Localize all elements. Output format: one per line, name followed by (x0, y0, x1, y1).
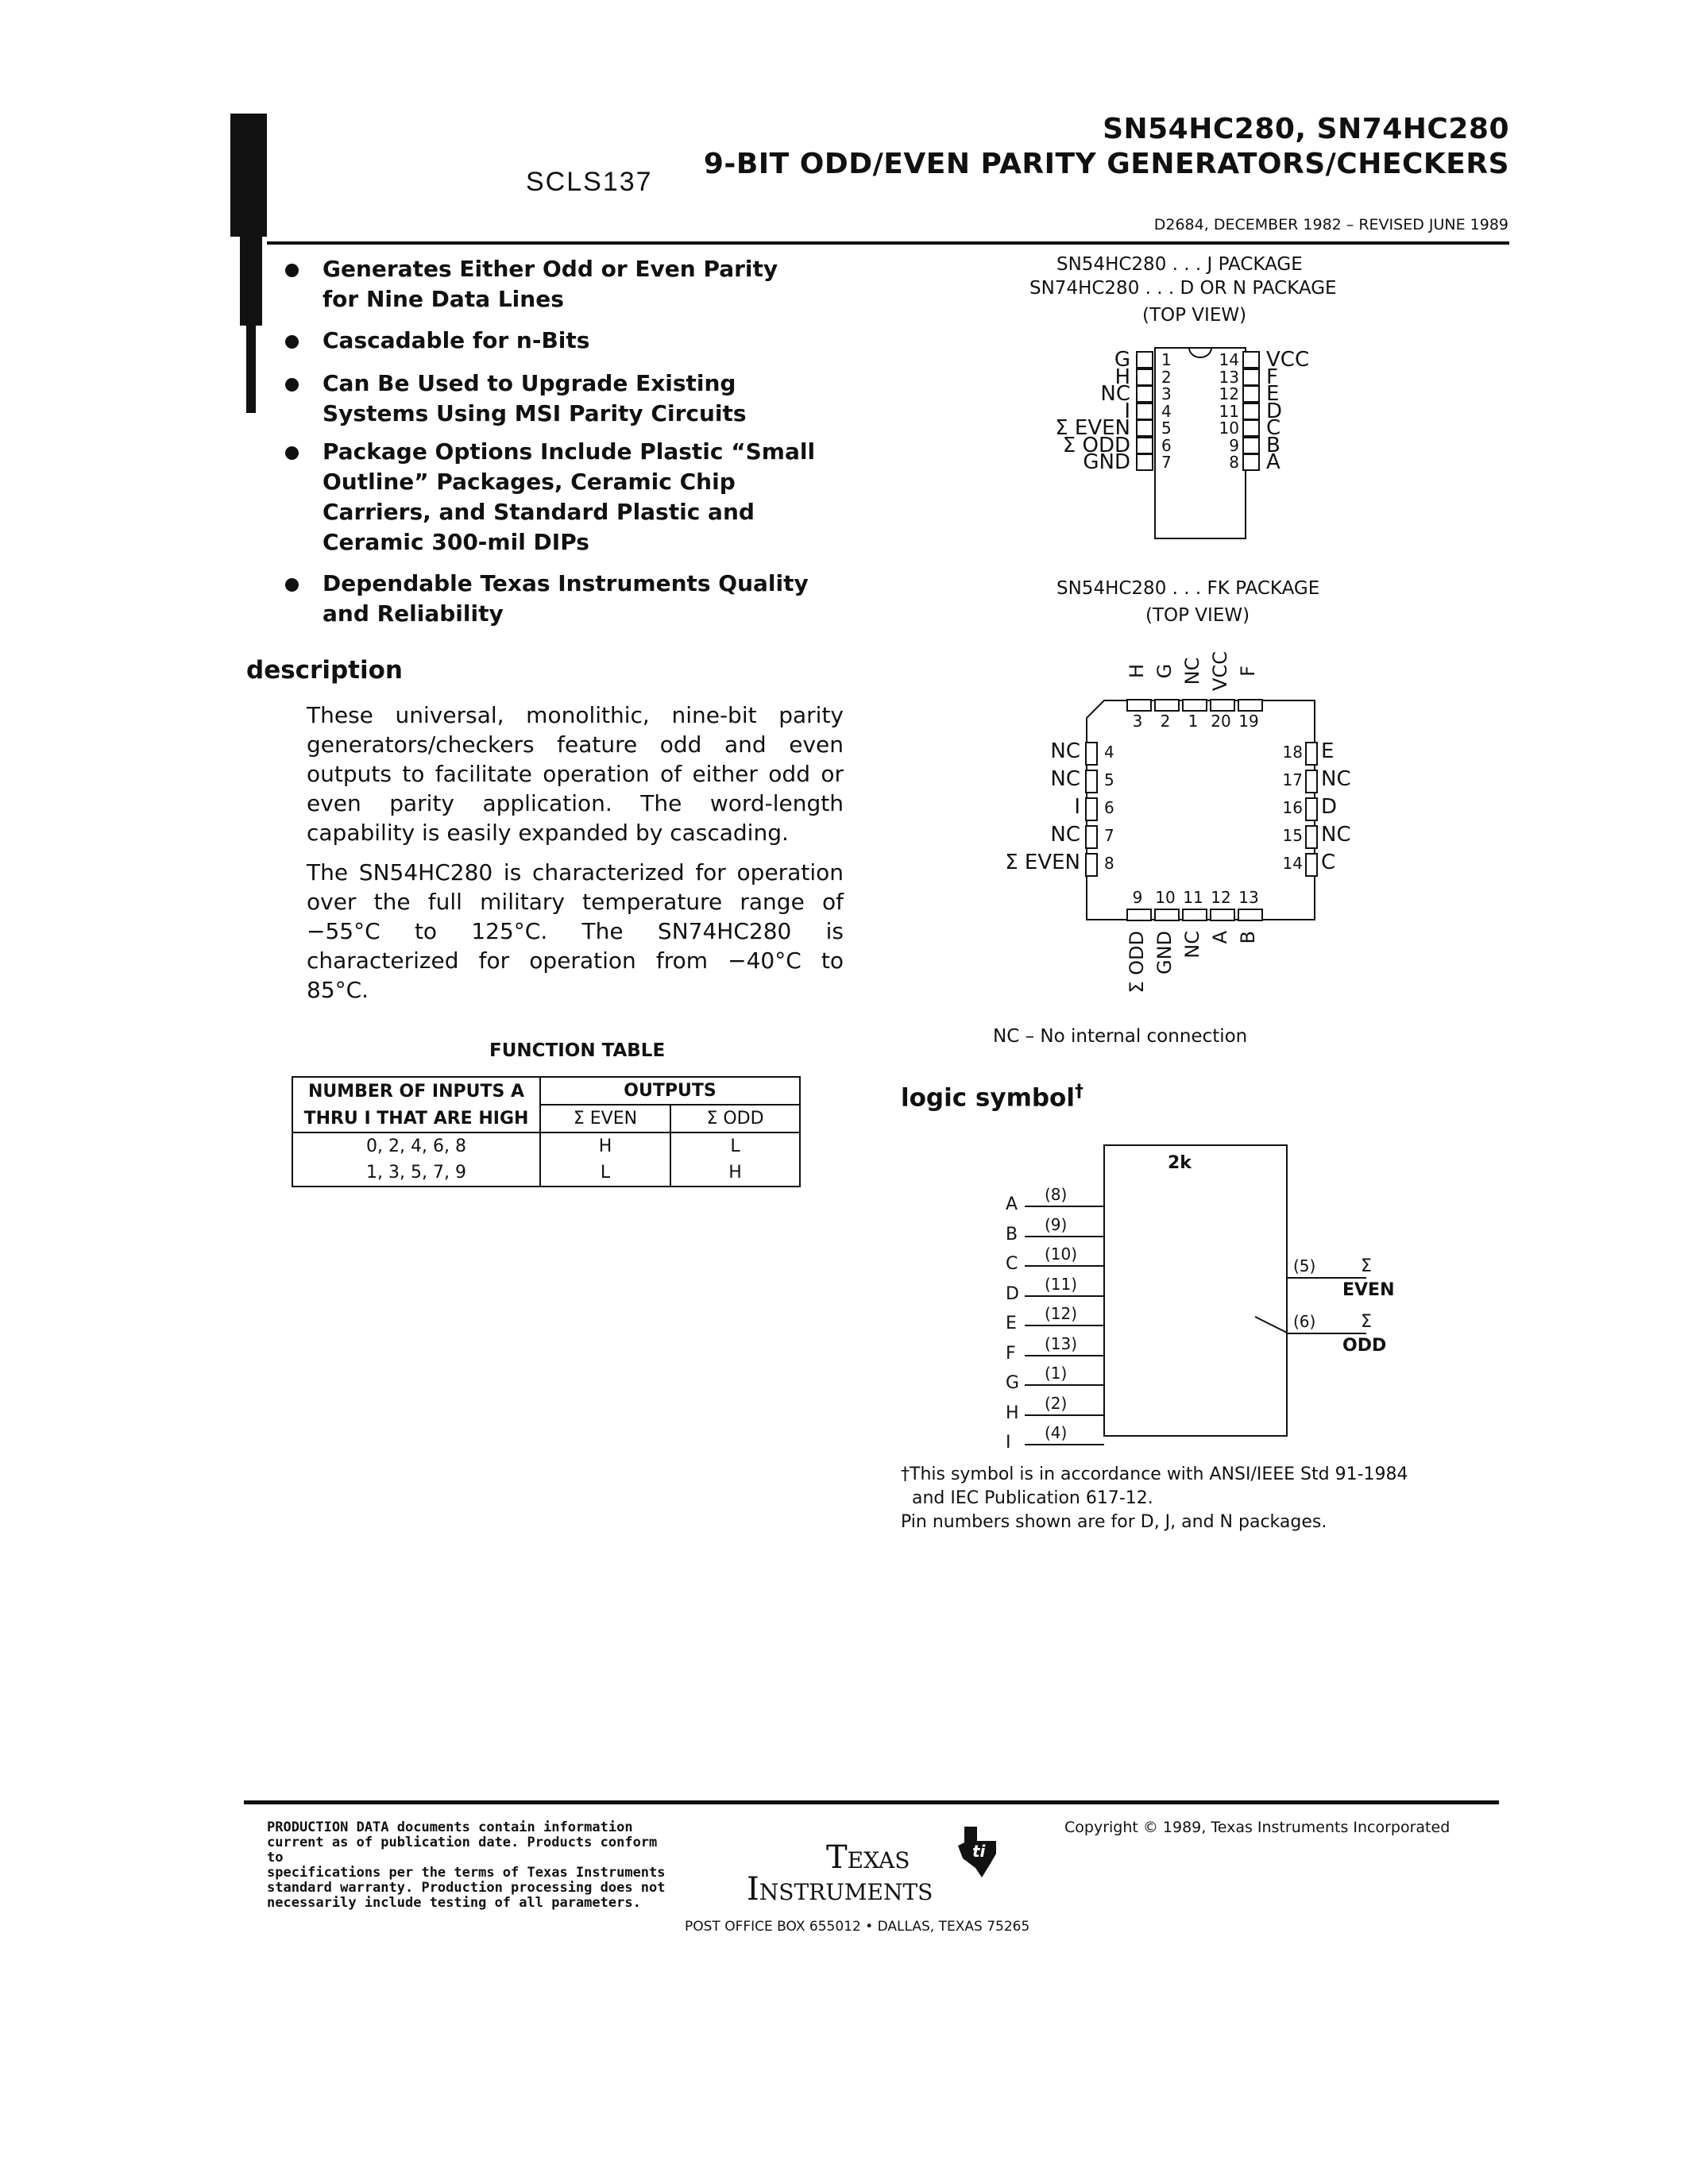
nc-note: NC – No internal connection (993, 1026, 1248, 1047)
table-row (292, 1133, 800, 1160)
ti-state-icon (955, 1823, 1002, 1879)
input-pin-number: (12) (1045, 1304, 1078, 1323)
dip-pin-name: H (1114, 365, 1130, 389)
feature-item: Generates Either Odd or Even Parity for Nine Data Lines (323, 256, 778, 312)
fk-pin-name: NC (1050, 823, 1080, 847)
dip-pin-box (1136, 437, 1153, 454)
ti-logo (747, 1823, 1017, 1919)
input-pin-number: (10) (1045, 1244, 1078, 1264)
fk-pin-name: A (1209, 931, 1231, 944)
fk-pin-number: 10 (1155, 888, 1176, 907)
fk-pin-number: 2 (1160, 712, 1171, 731)
fk-pin-box (1085, 825, 1098, 849)
fk-pin-number: 12 (1211, 888, 1231, 907)
notice-line: PRODUCTION DATA documents contain information (267, 1819, 633, 1835)
dip-pin-box (1242, 351, 1260, 369)
dip-pin-number: 6 (1161, 435, 1172, 455)
fk-pin-box (1210, 699, 1235, 712)
fk-pin-name: NC (1181, 657, 1203, 685)
dip-pin-name: D (1266, 399, 1283, 423)
fk-pin-box (1305, 825, 1318, 849)
fk-pin-number: 13 (1238, 888, 1259, 907)
fk-pin-number: 1 (1188, 712, 1199, 731)
dagger-mark: † (1074, 1082, 1083, 1102)
table-header: THRU I THAT ARE HIGH (292, 1105, 540, 1133)
notice-line: standard warranty. Production processing does not (267, 1880, 666, 1896)
fk-pin-box (1085, 853, 1098, 877)
bullet-icon (285, 264, 299, 277)
table-cell: H (540, 1133, 670, 1160)
note-line: and IEC Publication 617-12. (912, 1488, 1153, 1508)
input-line (1025, 1444, 1104, 1445)
dip-pin-name: NC (1100, 382, 1130, 406)
fk-pin-name: NC (1050, 767, 1080, 791)
output-line (1287, 1277, 1366, 1279)
function-table-title: FUNCTION TABLE (489, 1040, 666, 1061)
table-cell: L (540, 1160, 670, 1187)
fk-package-line-1: SN54HC280 . . . FK PACKAGE (1056, 578, 1320, 599)
bullet-icon (285, 446, 299, 460)
fk-pin-name: NC (1181, 931, 1203, 959)
input-pin-name: E (1006, 1314, 1017, 1333)
dip-pin-number: 14 (1219, 350, 1239, 369)
bullet-icon (285, 335, 299, 349)
dip-pin-number: 10 (1219, 419, 1239, 438)
input-pin-name: A (1006, 1194, 1018, 1214)
input-pin-name: G (1006, 1373, 1020, 1393)
table-cell: 1, 3, 5, 7, 9 (292, 1160, 540, 1187)
dip-pin-box (1136, 385, 1153, 403)
dip-pin-number: 4 (1161, 401, 1172, 421)
input-line (1025, 1206, 1104, 1207)
note-line: †This symbol is in accordance with ANSI/IEEE Std 91-1984 (901, 1464, 1408, 1484)
feature-item: Package Options Include Plastic “Small Outline” Packages, Ceramic Chip Carriers, and Standard Plastic and Ceramic 300-mil DIPs (323, 438, 816, 555)
fk-pin-name: NC (1321, 823, 1351, 847)
note-line: Pin numbers shown are for D, J, and N packages. (901, 1512, 1327, 1532)
dip-pin-box (1242, 419, 1260, 437)
output-pin-number: (5) (1293, 1256, 1316, 1275)
page-edge-mark (246, 318, 256, 413)
fk-pin-number: 16 (1282, 798, 1303, 817)
output-line (1287, 1333, 1366, 1334)
description-paragraph-1 (307, 700, 844, 847)
dip-pin-name: B (1266, 433, 1280, 457)
dip-pin-box (1242, 437, 1260, 454)
input-line (1025, 1325, 1104, 1326)
fk-pin-box (1305, 742, 1318, 766)
fk-pin-name: NC (1050, 739, 1080, 763)
table-header: Σ EVEN (540, 1105, 670, 1133)
fk-pin-box (1085, 770, 1098, 793)
fk-pin-box (1085, 797, 1098, 821)
fk-pin-number: 9 (1132, 888, 1143, 907)
dip-pin-number: 1 (1161, 350, 1172, 369)
feature-item: Dependable Texas Instruments Quality and Reliability (323, 570, 809, 627)
notice-line: current as of publication date. Products conform to (267, 1835, 658, 1866)
production-data-notice (267, 1820, 680, 1911)
footer-rule (244, 1800, 1499, 1804)
input-line (1025, 1355, 1104, 1356)
fk-pin-name: B (1237, 931, 1259, 944)
dip-pin-box (1136, 419, 1153, 437)
text-line: characterized for operation from −40°C to (307, 947, 844, 974)
dip-top-view-label: (TOP VIEW) (1142, 305, 1247, 326)
dip-pin-box (1242, 403, 1260, 420)
input-pin-number: (8) (1045, 1185, 1068, 1204)
dip-pin-name: GND (1083, 450, 1130, 474)
fk-pin-name: NC (1321, 767, 1351, 791)
fk-pin-box (1154, 699, 1180, 712)
fk-pin-number: 19 (1238, 712, 1259, 731)
logic-note (901, 1463, 1408, 1534)
fk-pin-name: F (1237, 666, 1259, 677)
dip-pin-box (1136, 369, 1153, 386)
table-cell: L (670, 1133, 800, 1160)
notice-line: specifications per the terms of Texas Instruments (267, 1865, 666, 1881)
fk-pin-number: 11 (1183, 888, 1203, 907)
bullet-icon (285, 378, 299, 392)
output-name: EVEN (1342, 1280, 1395, 1300)
fk-pin-name: E (1321, 739, 1335, 763)
description-paragraph-2 (307, 858, 844, 1005)
fk-pin-number: 3 (1132, 712, 1143, 731)
dip-pin-number: 9 (1229, 435, 1239, 455)
dip-pin-name: F (1266, 365, 1278, 389)
fk-pin-name: Σ ODD (1126, 931, 1148, 994)
fk-pin-box (1154, 909, 1180, 921)
input-pin-name: H (1006, 1403, 1019, 1423)
table-cell: H (670, 1160, 800, 1187)
dip-pin-number: 12 (1219, 384, 1239, 403)
input-line (1025, 1295, 1104, 1297)
function-table (292, 1076, 801, 1187)
fk-pin-box (1182, 909, 1207, 921)
output-pin-number: (6) (1293, 1312, 1316, 1331)
dip-pin-box (1136, 403, 1153, 420)
fk-top-view-label: (TOP VIEW) (1145, 605, 1250, 626)
fk-pin-number: 7 (1104, 826, 1114, 845)
text-line: outputs to facilitate operation of either odd or (307, 761, 844, 787)
product-title: 9-BIT ODD/EVEN PARITY GENERATORS/CHECKERS (703, 148, 1509, 180)
fk-pin-box (1126, 909, 1152, 921)
text-line: These universal, monolithic, nine-bit parity (307, 702, 844, 728)
fk-pin-box (1238, 909, 1263, 921)
fk-pin-box (1210, 909, 1235, 921)
input-pin-name: D (1006, 1283, 1019, 1304)
fk-pin-name: D (1321, 795, 1338, 819)
input-pin-number: (13) (1045, 1333, 1078, 1353)
text-line: over the full military temperature range of (307, 889, 844, 915)
dip-pin-number: 3 (1161, 384, 1172, 403)
input-line (1025, 1384, 1104, 1386)
input-line (1025, 1265, 1104, 1267)
table-header: Σ ODD (670, 1105, 800, 1133)
logo-text-instruments: Instruments (747, 1871, 933, 1908)
input-line (1025, 1236, 1104, 1237)
fk-pin-name: C (1321, 851, 1336, 874)
header-rule (267, 241, 1509, 245)
feature-item: Cascadable for n-Bits (323, 327, 590, 353)
dip-pin-name: A (1266, 450, 1280, 474)
table-header: NUMBER OF INPUTS A (292, 1077, 540, 1105)
dip-pin-name: VCC (1266, 348, 1310, 372)
output-name: ODD (1342, 1336, 1387, 1356)
text-line: The SN54HC280 is characterized for operation (307, 859, 844, 886)
dip-pin-number: 7 (1161, 453, 1172, 472)
input-pin-name: I (1006, 1433, 1011, 1453)
block-label: 2k (1168, 1153, 1192, 1173)
fk-pin-box (1305, 853, 1318, 877)
text-line: even parity application. The word-length (307, 790, 844, 816)
input-pin-number: (2) (1045, 1393, 1068, 1413)
dip-pin-number: 2 (1161, 367, 1172, 387)
fk-pin-box (1126, 699, 1152, 712)
input-pin-number: (11) (1045, 1274, 1078, 1294)
dip-pin-box (1242, 453, 1260, 471)
fk-pin-number: 8 (1104, 854, 1114, 873)
dip-pin-number: 8 (1229, 453, 1239, 472)
dip-pin-name: Σ ODD (1062, 433, 1130, 457)
logic-symbol-heading (901, 1082, 1083, 1112)
fk-pin-name: G (1153, 663, 1176, 679)
dip-pin-box (1242, 369, 1260, 386)
input-pin-name: B (1006, 1224, 1018, 1244)
dip-pin-box (1136, 453, 1153, 471)
dip-pin-number: 11 (1219, 401, 1239, 421)
dip-pin-box (1136, 351, 1153, 369)
input-pin-number: (1) (1045, 1364, 1068, 1383)
dip-pin-number: 13 (1219, 367, 1239, 387)
part-numbers: SN54HC280, SN74HC280 (1103, 113, 1509, 145)
input-line (1025, 1414, 1104, 1416)
logo-text-texas: Texas (826, 1839, 910, 1876)
svg-text:ti: ti (972, 1842, 986, 1861)
bullet-icon (285, 578, 299, 592)
fk-pin-number: 5 (1104, 770, 1114, 789)
page-edge-mark (230, 114, 267, 237)
fk-pin-name: I (1074, 795, 1080, 819)
dip-pin-name: I (1124, 399, 1130, 423)
input-pin-number: (4) (1045, 1423, 1068, 1442)
output-sigma: Σ (1361, 1256, 1372, 1276)
fk-pin-number: 15 (1282, 826, 1303, 845)
dip-pin-box (1242, 385, 1260, 403)
page-edge-mark (240, 230, 262, 326)
table-row (292, 1160, 800, 1187)
text-line: capability is easily expanded by cascading. (307, 820, 789, 846)
input-pin-name: C (1006, 1254, 1018, 1274)
dip-pin-name: E (1266, 382, 1280, 406)
fk-pin-box (1085, 742, 1098, 766)
dip-pin-name: C (1266, 416, 1281, 440)
fk-pin-name: H (1126, 663, 1148, 679)
dip-pin-name: G (1114, 348, 1130, 372)
fk-pin-number: 20 (1211, 712, 1231, 731)
dip-package-line-1: SN54HC280 . . . J PACKAGE (1056, 254, 1303, 275)
fk-pin-box (1182, 699, 1207, 712)
logic-symbol-title: logic symbol (901, 1083, 1075, 1113)
table-cell: 0, 2, 4, 6, 8 (292, 1133, 540, 1160)
fk-pin-box (1238, 699, 1263, 712)
dip-package-line-2: SN74HC280 . . . D OR N PACKAGE (1029, 278, 1337, 299)
fk-pin-number: 14 (1282, 854, 1303, 873)
address-line: POST OFFICE BOX 655012 • DALLAS, TEXAS 75265 (685, 1919, 1030, 1935)
dip-pin-name: Σ EVEN (1055, 416, 1130, 440)
fk-pin-number: 18 (1282, 743, 1303, 762)
fk-pin-name: GND (1153, 931, 1176, 975)
fk-pin-number: 6 (1104, 798, 1114, 817)
output-sigma: Σ (1361, 1312, 1372, 1332)
fk-pin-name: VCC (1209, 651, 1231, 691)
text-line: generators/checkers feature odd and even (307, 731, 844, 758)
text-line: −55°C to 125°C. The SN74HC280 is (307, 918, 844, 944)
fk-pin-number: 4 (1104, 743, 1114, 762)
notice-line: necessarily include testing of all parameters. (267, 1895, 641, 1911)
feature-item: Can Be Used to Upgrade Existing Systems Using MSI Parity Circuits (323, 370, 747, 426)
doc-code: SCLS137 (526, 167, 653, 197)
fk-pin-name: Σ EVEN (1005, 851, 1080, 874)
copyright-line: Copyright © 1989, Texas Instruments Incorporated (1064, 1819, 1450, 1836)
fk-pin-number: 17 (1282, 770, 1303, 789)
input-pin-number: (9) (1045, 1214, 1068, 1234)
fk-pin-box (1305, 770, 1318, 793)
fk-pin-box (1305, 797, 1318, 821)
text-line: 85°C. (307, 977, 369, 1003)
dip-pin-number: 5 (1161, 419, 1172, 438)
revision-line: D2684, DECEMBER 1982 – REVISED JUNE 1989 (1153, 216, 1508, 233)
table-header: OUTPUTS (540, 1077, 800, 1105)
input-pin-name: F (1006, 1343, 1016, 1364)
description-heading: description (246, 656, 403, 685)
